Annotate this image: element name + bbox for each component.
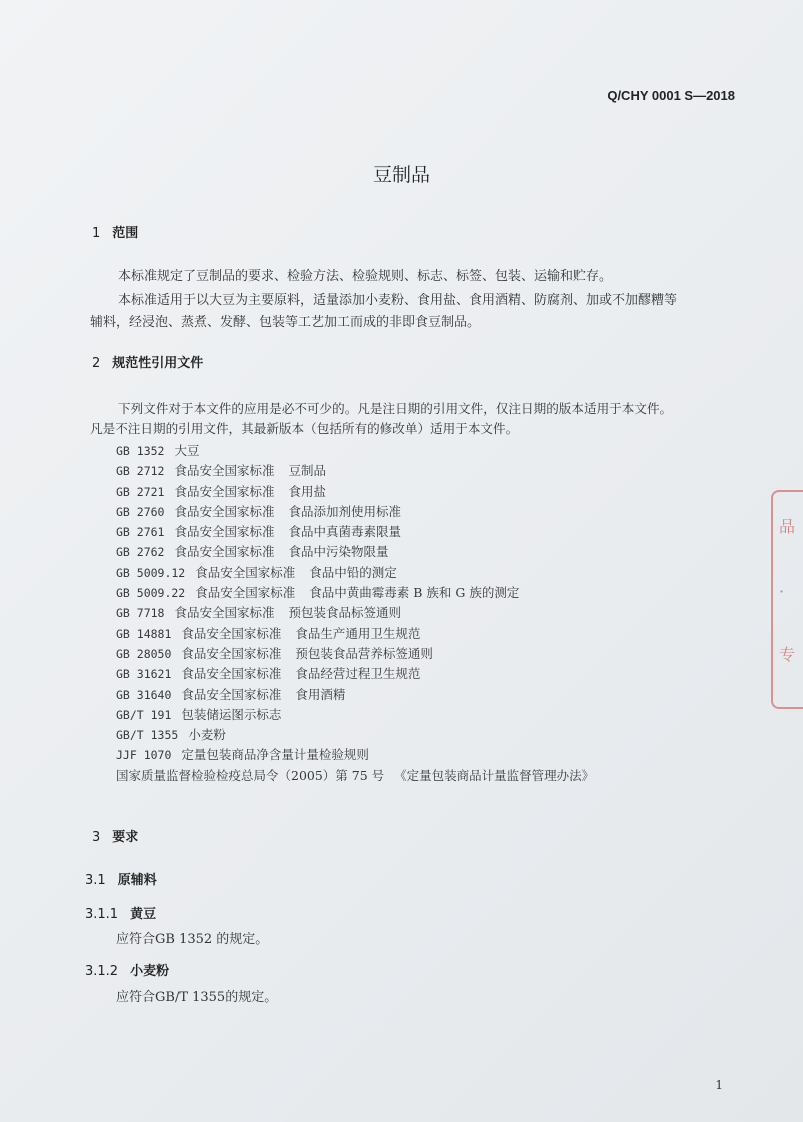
reference-subtitle: 食品中铅的测定: [309, 564, 397, 580]
scope-paragraph-1: 本标准规定了豆制品的要求、检验方法、检验规则、标志、标签、包装、运输和贮存。: [118, 269, 613, 284]
reference-item: [116, 705, 608, 725]
section-3-heading: [92, 826, 138, 845]
reference-code: GB 1352: [116, 444, 165, 458]
reference-title: 食品安全国家标准: [174, 503, 275, 519]
section-3-1-heading: [85, 869, 157, 888]
scope-paragraph-2-line-1: 本标准适用于以大豆为主要原料，适量添加小麦粉、食用盐、食用酒精、防腐剂、加或不加醪糟等: [118, 293, 678, 308]
section-3-1-2-heading: [85, 960, 169, 979]
reference-subtitle: 食品中真菌毒素限量: [288, 524, 401, 540]
reference-title: 食品安全国家标准: [195, 564, 296, 580]
red-seal-stamp: [771, 490, 803, 709]
reference-title: 食品安全国家标准: [174, 463, 275, 479]
reference-code: GB 31640: [116, 687, 172, 702]
section-title: 范围: [112, 226, 139, 241]
reference-title: 食品安全国家标准: [181, 686, 282, 702]
reference-code: GB/T 1355: [116, 728, 179, 743]
stamp-char: ·: [779, 582, 785, 601]
reference-item: [116, 745, 608, 765]
reference-subtitle: 食品生产通用卫生规范: [295, 625, 421, 641]
section-number: 3.1: [85, 873, 106, 888]
reference-code: GB 7718: [116, 606, 165, 621]
reference-title: 食品安全国家标准: [181, 645, 282, 661]
reference-title: 食品安全国家标准: [174, 544, 275, 560]
reference-subtitle: 食品经营过程卫生规范: [295, 666, 421, 682]
section-2-heading: [92, 352, 203, 371]
section-title: 原辅料: [117, 873, 157, 888]
section-1-heading: [92, 222, 138, 241]
reference-code: GB/T 191: [116, 707, 172, 722]
reference-subtitle: 预包装食品标签通则: [288, 605, 401, 621]
reference-item: [116, 603, 608, 623]
reference-item: [116, 482, 608, 502]
reference-subtitle: 豆制品: [288, 463, 326, 479]
reference-code: GB 31621: [116, 667, 172, 682]
refs-paragraph-line-1: 下列文件对于本文件的应用是必不可少的。凡是注日期的引用文件，仅注日期的版本适用于本文件。: [118, 401, 673, 416]
section-number: 2: [92, 356, 101, 371]
reference-item: [116, 664, 608, 684]
standard-code: Q/CHY 0001 S—2018: [607, 88, 735, 103]
reference-subtitle: 食品中黄曲霉毒素 B 族和 G 族的测定: [309, 585, 520, 601]
reference-code: GB 5009.22: [116, 586, 186, 601]
reference-item: [116, 441, 608, 461]
reference-subtitle: 食用盐: [288, 483, 326, 499]
section-3-1-2-text: 应符合GB/T 1355的规定。: [116, 990, 278, 1005]
reference-code: 国家质量监督检验检疫总局令（2005）第 75 号: [116, 767, 385, 783]
reference-title: 食品安全国家标准: [174, 524, 275, 540]
reference-item: [116, 502, 608, 522]
reference-list: [116, 441, 608, 786]
reference-code: GB 2761: [116, 525, 165, 540]
reference-subtitle: 预包装食品营养标签通则: [295, 645, 433, 661]
reference-code: GB 2760: [116, 504, 165, 519]
document-title: 豆制品: [372, 164, 430, 186]
reference-item: [116, 685, 608, 705]
reference-subtitle: 食品添加剂使用标准: [288, 503, 401, 519]
reference-title: 食品安全国家标准: [174, 605, 275, 621]
section-title: 规范性引用文件: [112, 356, 204, 371]
reference-title: 食品安全国家标准: [195, 585, 296, 601]
section-3-1-1-heading: [85, 903, 156, 922]
page-number: 1: [715, 1078, 723, 1092]
reference-code: GB 28050: [116, 646, 172, 661]
reference-item: [116, 542, 608, 562]
reference-title: 大豆: [174, 443, 200, 458]
section-number: 3.1.2: [85, 964, 119, 979]
reference-subtitle: 食品中污染物限量: [288, 544, 389, 560]
reference-item: [116, 624, 608, 644]
stamp-char: 专: [779, 645, 796, 664]
section-number: 3.1.1: [85, 907, 119, 922]
reference-code: JJF 1070: [116, 748, 172, 763]
reference-title: 包装储运图示标志: [181, 706, 282, 722]
reference-title: 食品安全国家标准: [181, 666, 282, 682]
reference-code: GB 2762: [116, 545, 165, 560]
reference-code: GB 14881: [116, 626, 172, 641]
reference-code: GB 5009.12: [116, 565, 186, 580]
reference-title: 食品安全国家标准: [174, 483, 275, 499]
section-number: 1: [92, 226, 101, 241]
reference-item: [116, 766, 608, 786]
stamp-char: 品: [779, 517, 796, 536]
section-title: 黄豆: [130, 907, 157, 922]
reference-title: 定量包装商品净含量计量检验规则: [181, 747, 369, 763]
scope-paragraph-2-line-2: 辅料，经浸泡、蒸煮、发酵、包装等工艺加工而成的非即食豆制品。: [90, 315, 481, 330]
refs-paragraph-line-2: 凡是不注日期的引用文件，其最新版本（包括所有的修改单）适用于本文件。: [90, 421, 519, 436]
reference-item: [116, 522, 608, 542]
reference-subtitle: 食用酒精: [295, 686, 346, 702]
reference-code: GB 2721: [116, 484, 165, 499]
section-3-1-1-text: 应符合GB 1352 的规定。: [116, 932, 269, 947]
reference-title: 食品安全国家标准: [181, 625, 282, 641]
reference-item: [116, 563, 608, 583]
reference-title: 《定量包装商品计量监督管理办法》: [394, 767, 595, 783]
reference-item: [116, 725, 608, 745]
reference-item: [116, 583, 608, 603]
reference-code: GB 2712: [116, 464, 165, 479]
reference-item: [116, 644, 608, 664]
section-number: 3: [92, 830, 101, 845]
section-title: 要求: [112, 830, 139, 845]
section-title: 小麦粉: [130, 964, 170, 979]
reference-item: [116, 461, 608, 481]
reference-title: 小麦粉: [188, 727, 226, 743]
